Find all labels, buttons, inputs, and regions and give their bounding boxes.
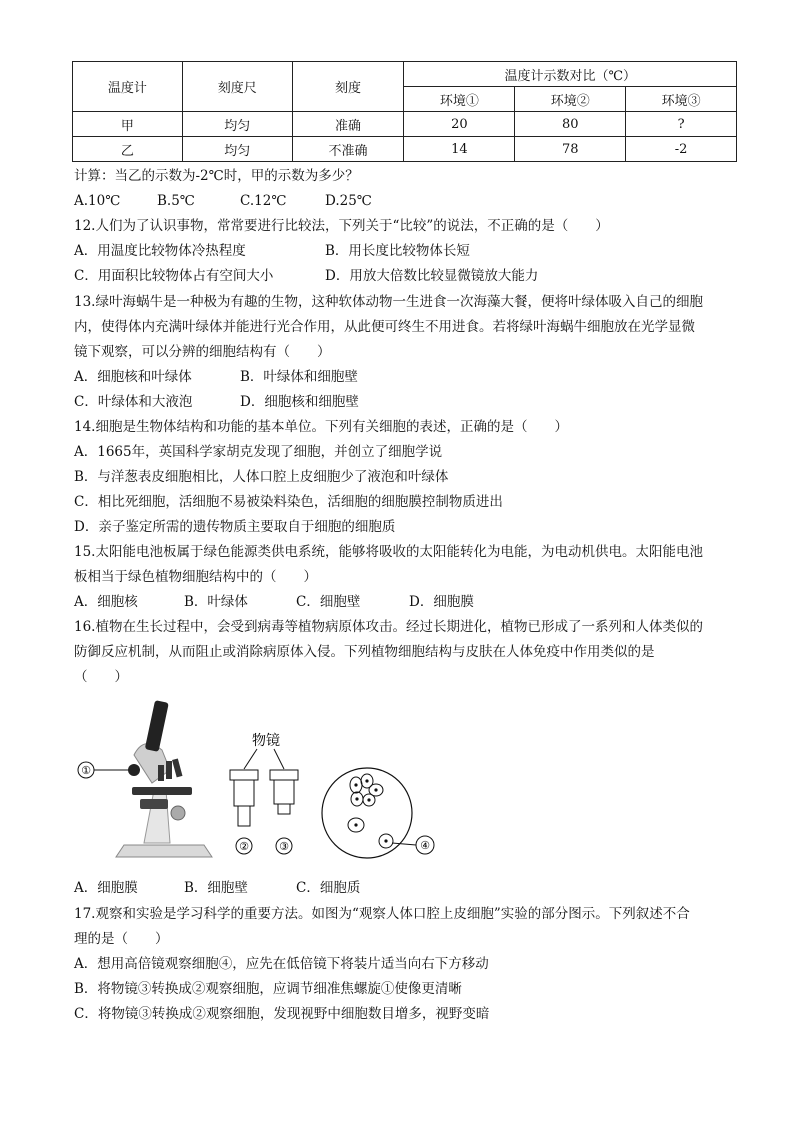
marker-3: ③	[279, 840, 289, 853]
q14-option-a: A．1665年，英国科学家胡克发现了细胞，并创立了细胞学说	[74, 444, 443, 460]
header-env2: 环境②	[515, 87, 626, 112]
q11-option-c: C.12℃	[240, 193, 287, 209]
q12-option-d: D．用放大倍数比较显微镜放大能力	[325, 268, 539, 284]
q14-option-c: C．相比死细胞，活细胞不易被染料染色，活细胞的细胞膜控制物质进出	[74, 494, 503, 510]
cell-env1: 14	[404, 137, 515, 162]
marker-2: ②	[239, 840, 249, 853]
objective-label: 物镜	[252, 733, 280, 749]
q16-stem-line: （ ）	[74, 669, 128, 685]
q16-option-b: B．细胞壁	[184, 880, 248, 896]
cell-scale: 均匀	[182, 112, 292, 137]
q13-option-b: B．叶绿体和细胞壁	[240, 369, 358, 385]
q12-option-c: C．用面积比较物体占有空间大小	[74, 268, 274, 284]
q13-stem-line: 内，使得体内充满叶绿体并能进行光合作用，从此便可终生不用进食。若将绿叶海蜗牛细胞放在光学显微	[74, 319, 695, 335]
microscope-view-field	[322, 768, 416, 858]
header-scale: 刻度尺	[182, 62, 292, 112]
cell-env1: 20	[404, 112, 515, 137]
q17-option-a: A．想用高倍镜观察细胞④，应先在低倍镜下将装片适当向右下方移动	[74, 956, 489, 972]
header-env1: 环境①	[404, 87, 515, 112]
q17-stem-line: 理的是（ ）	[74, 931, 169, 947]
q13-stem-line: 镜下观察，可以分辨的细胞结构有（ ）	[74, 344, 331, 360]
header-thermometer: 温度计	[73, 62, 183, 112]
cell-name: 甲	[73, 112, 183, 137]
q13-option-d: D．细胞核和细胞壁	[240, 394, 359, 410]
q14-option-d: D．亲子鉴定所需的遗传物质主要取自于细胞的细胞质	[74, 519, 396, 535]
cell-env3: ?	[626, 112, 737, 137]
q16-stem-line: 防御反应机制，从而阻止或消除病原体入侵。下列植物细胞结构与皮肤在人体免疫中作用类似的是	[74, 644, 655, 660]
q14-stem: 14.细胞是生物体结构和功能的基本单位。下列有关细胞的表述，正确的是（ ）	[74, 419, 568, 435]
q16-option-a: A．细胞膜	[74, 880, 138, 896]
table-row	[73, 112, 737, 137]
table-row	[73, 137, 737, 162]
q13-option-c: C．叶绿体和大液泡	[74, 394, 193, 410]
header-reading-compare: 温度计示数对比（℃）	[404, 62, 737, 87]
q12-option-b: B．用长度比较物体长短	[325, 243, 470, 259]
microscope-figure	[74, 695, 454, 865]
header-accuracy: 刻度	[292, 62, 404, 112]
q17-option-b: B．将物镜③转换成②观察细胞，应调节细准焦螺旋①使像更清晰	[74, 981, 462, 997]
q13-stem-line: 13.绿叶海蜗牛是一种极为有趣的生物，这种软体动物一生进食一次海藻大餐，便将叶绿体吸入自己的细胞	[74, 294, 703, 310]
q15-option-d: D．细胞膜	[409, 594, 474, 610]
q15-stem-line: 板相当于绿色植物细胞结构中的（ ）	[74, 569, 317, 585]
cell-accuracy: 不准确	[292, 137, 404, 162]
q17-stem-line: 17.观察和实验是学习科学的重要方法。如图为“观察人体口腔上皮细胞”实验的部分图示。下列叙述不合	[74, 906, 690, 922]
q16-option-c: C．细胞质	[296, 880, 361, 896]
cell-env3: -2	[626, 137, 737, 162]
cell-env2: 80	[515, 112, 626, 137]
objective-3-icon	[270, 770, 298, 814]
q13-option-a: A．细胞核和叶绿体	[74, 369, 192, 385]
q15-option-b: B．叶绿体	[184, 594, 248, 610]
cell-scale: 均匀	[182, 137, 292, 162]
cell-name: 乙	[73, 137, 183, 162]
cell-env2: 78	[515, 137, 626, 162]
marker-1: ①	[81, 764, 91, 777]
header-env3: 环境③	[626, 87, 737, 112]
cell-accuracy: 准确	[292, 112, 404, 137]
q11-option-b: B.5℃	[157, 193, 195, 209]
q15-stem-line: 15.太阳能电池板属于绿色能源类供电系统，能够将吸收的太阳能转化为电能，为电动机供电。太阳能电池	[74, 544, 703, 560]
q17-option-c: C．将物镜③转换成②观察细胞，发现视野中细胞数目增多，视野变暗	[74, 1006, 490, 1022]
q16-stem-line: 16.植物在生长过程中，会受到病毒等植物病原体攻击。经过长期进化，植物已形成了一系列和人体类似的	[74, 619, 703, 635]
q12-option-a: A．用温度比较物体冷热程度	[74, 243, 246, 259]
q11-prompt: 计算：当乙的示数为-2℃时，甲的示数为多少？	[74, 168, 359, 184]
q14-option-b: B．与洋葱表皮细胞相比，人体口腔上皮细胞少了液泡和叶绿体	[74, 469, 449, 485]
q11-option-d: D.25℃	[325, 193, 372, 209]
q12-stem: 12.人们为了认识事物，常常要进行比较法，下列关于“比较”的说法，不正确的是（ ）	[74, 218, 609, 234]
objective-2-icon	[230, 770, 258, 826]
q11-option-a: A.10℃	[74, 193, 121, 209]
q15-option-c: C．细胞壁	[296, 594, 361, 610]
q15-option-a: A．细胞核	[74, 594, 138, 610]
microscope-icon	[78, 700, 212, 857]
thermometer-table	[72, 61, 737, 162]
marker-4: ④	[420, 839, 430, 852]
